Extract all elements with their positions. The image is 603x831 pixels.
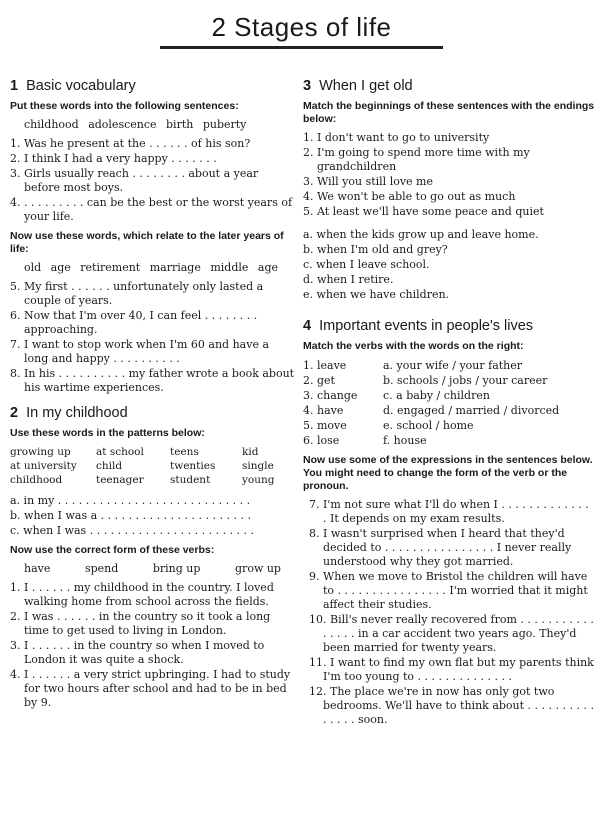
exercise-1-items [10,137,295,224]
word: kid [242,446,259,458]
right-column [303,70,595,728]
list-item: 4. . . . . . . . . . can be the best or the worst years of your life. [10,196,293,223]
list-item: 6. Now that I'm over 40, I can feel . . . . . . . . approaching. [10,309,258,336]
verb: spend [84,562,119,575]
section-1-instruction: Put these words into the following sentences: [10,100,239,112]
title-underline [160,46,443,49]
word: young [242,474,275,486]
word: twenties [170,460,216,472]
match-verb: 6. lose [303,434,340,447]
word: teenager [96,474,144,486]
section-1-instruction-2: Now use these words, which relate to the later years of life: [10,230,284,255]
page-title: 2 Stages of life [211,12,392,42]
list-item: 8. In his . . . . . . . . . . my father wrote a book about his wartime experiences. [10,367,295,394]
match-verb: 3. change [303,389,358,402]
list-item: 3. Girls usually reach . . . . . . . . about a year before most boys. [10,167,259,194]
verb: have [24,562,51,575]
word-grid [10,445,295,487]
section-3-heading: 3 When I get old [303,78,413,94]
exercise-1b-items [10,280,295,395]
list-item: 3. Will you still love me [303,175,433,188]
pattern-a: a. in my . . . . . . . . . . . . . . . . . . . . . . . . . . . . [10,494,251,507]
section-2-instruction: Use these words in the patterns below: [10,427,205,439]
verb-noun-match [303,358,595,448]
exercise-3-beginnings [303,131,595,219]
match-verb: 5. move [303,419,347,432]
list-item: 11. I want to find my own flat but my parents think I'm too young to . . . . . . . . . . . . . . [309,656,594,683]
match-noun: e. school / home [383,419,474,432]
list-item: 4. We won't be able to go out as much [303,190,516,203]
section-4-instruction: Match the verbs with the words on the right: [303,340,524,352]
pattern-c: c. when I was . . . . . . . . . . . . . . . . . . . . . . . . [10,524,255,537]
list-item: a. when the kids grow up and leave home. [303,228,539,241]
match-noun: f. house [383,434,427,447]
word: teens [170,446,199,458]
word: single [242,460,274,472]
match-noun: b. schools / jobs / your career [383,374,548,387]
list-item: 1. Was he present at the . . . . . . of his son? [10,137,251,150]
pattern-b: b. when I was a . . . . . . . . . . . . . . . . . . . . . . [10,509,251,522]
list-item: 2. I think I had a very happy . . . . . . . [10,152,217,165]
match-noun: a. your wife / your father [383,359,523,372]
section-3-instruction: Match the beginnings of these sentences with the endings below: [303,100,595,125]
list-item: 3. I . . . . . . in the country so when I moved to London it was quite a shock. [10,639,265,666]
list-item: 1. I don't want to go to university [303,131,490,144]
list-item: 5. At least we'll have some peace and quiet [303,205,544,218]
list-item: 2. I'm going to spend more time with my grandchildren [303,146,530,173]
section-1-heading: 1 Basic vocabulary [10,78,136,94]
list-item: c. when I leave school. [303,258,430,271]
exercise-3-endings [303,228,595,302]
list-item: d. when I retire. [303,273,394,286]
verb-bank [24,562,281,575]
section-2-heading: 2 In my childhood [10,405,128,421]
word: at university [10,460,77,472]
section-4-heading: 4 Important events in people's lives [303,318,534,334]
match-noun: d. engaged / married / divorced [383,404,560,417]
list-item: b. when I'm old and grey? [303,243,448,256]
list-item: 12. The place we're in now has only got two bedrooms. We'll have to think about . . . . . . . . . . . . . . . soon. [309,685,594,726]
list-item: 9. When we move to Bristol the children will have to . . . . . . . . . . . . . . . . I'm worried that it might affect their studies. [309,570,588,611]
list-item: e. when we have children. [303,288,450,301]
verb: grow up [235,562,281,575]
exercise-2-items [10,581,295,710]
match-verb: 4. have [303,404,344,417]
word: at school [96,446,144,458]
match-verb: 2. get [303,374,335,387]
list-item: 7. I want to stop work when I'm 60 and have a long and happy . . . . . . . . . . [10,338,270,365]
left-column [10,70,295,711]
word: student [170,474,211,486]
word: childhood [10,474,63,486]
list-item: 7. I'm not sure what I'll do when I . . . . . . . . . . . . . . It depends on my exam results. [309,498,589,525]
section-4-instruction-2: Now use some of the expressions in the sentences below. You might need to change the form of the verb or the pronoun. [303,454,593,492]
section-2-instruction-2: Now use the correct form of these verbs: [10,544,215,556]
word-bank-1: childhood adolescence birth puberty [24,118,247,131]
match-noun: c. a baby / children [383,389,490,402]
list-item: 1. I . . . . . . my childhood in the country. I loved walking home from school across the fields. [10,581,274,608]
exercise-4-items [303,498,595,727]
list-item: 5. My first . . . . . . unfortunately only lasted a couple of years. [10,280,264,307]
word: child [96,460,123,472]
match-verb: 1. leave [303,359,347,372]
list-item: 10. Bill's never really recovered from . . . . . . . . . . . . . . . . in a car accident two years ago. They'd been married for twenty years. [309,613,594,654]
list-item: 4. I . . . . . . a very strict upbringing. I had to study for two hours after school and had to be in bed by 9. [10,668,291,709]
word: growing up [10,446,71,458]
word-bank-2: old age retirement marriage middle age [24,261,278,274]
list-item: 2. I was . . . . . . in the country so it took a long time to get used to living in London. [10,610,271,637]
verb: bring up [152,562,201,575]
list-item: 8. I wasn't surprised when I heard that they'd decided to . . . . . . . . . . . . . . . . I never really understood why they got married. [309,527,572,568]
